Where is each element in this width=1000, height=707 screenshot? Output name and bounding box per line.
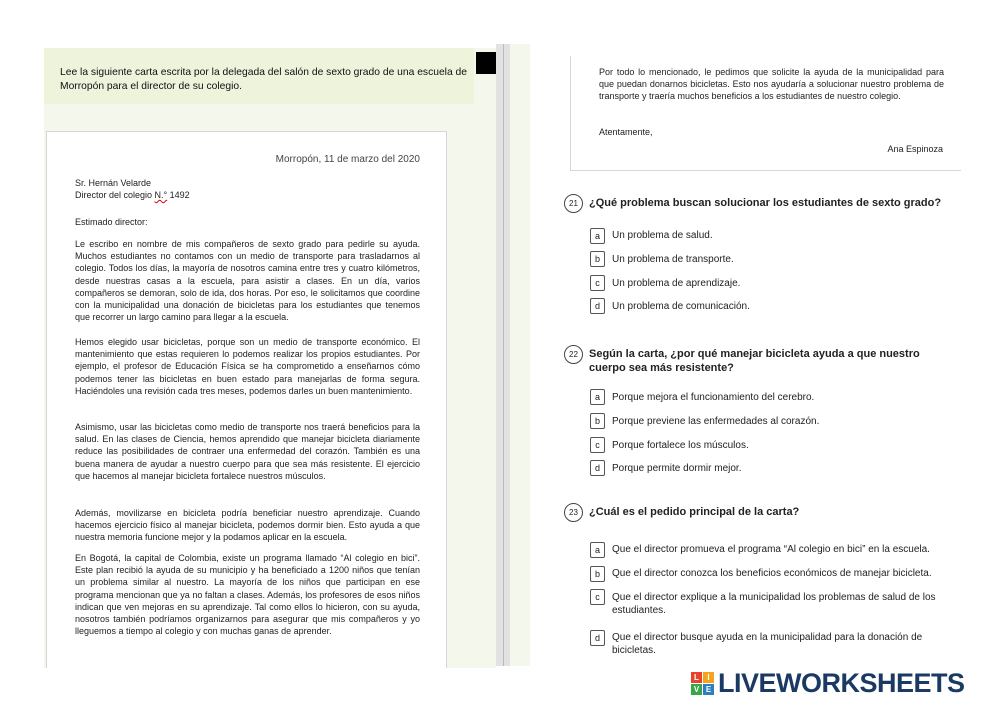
letter-continuation xyxy=(570,56,961,171)
question-22-text: Según la carta, ¿por qué manejar bicicleta ayuda a que nuestro cuerpo sea más resistente? xyxy=(589,348,920,374)
option-22-d[interactable]: d xyxy=(590,460,605,476)
option-23-c[interactable]: c xyxy=(590,589,605,605)
gutter-line xyxy=(503,44,504,666)
option-22-c-text: Porque fortalece los músculos. xyxy=(612,440,749,451)
question-21-text: ¿Qué problema buscan solucionar los estudiantes de sexto grado? xyxy=(589,197,942,209)
logo-letter-l: L xyxy=(691,672,702,683)
option-23-b[interactable]: b xyxy=(590,566,605,582)
logo-letter-i: I xyxy=(703,672,714,683)
option-21-b-text: Un problema de transporte. xyxy=(612,254,734,265)
letter-closing-paragraph: Por todo lo mencionado, le pedimos que solicite la ayuda de la municipalidad para que puedan donarnos bicicletas. Esto nos ayudaría a solucionar nuestro problema de transporte y traería muchos beneficios a los estudiantes de nuestro colegio. xyxy=(599,67,944,102)
letter-paragraph-3: Asimismo, usar las bicicletas como medio de transporte nos traerá beneficios para la salud. En las clases de Ciencia, hemos aprendido que manejar bicicleta diariamente reduce las posibilidades de contraer una enfermedad del corazón. También es una buena manera de ayudar a nuestro cuerpo para que sea más resistente. El ejercicio que hacemos al manejar bicicleta fortalece nuestros músculos. xyxy=(75,422,420,481)
option-22-a-text: Porque mejora el funcionamiento del cerebro. xyxy=(612,392,815,403)
instructions-box xyxy=(44,48,474,104)
liveworksheets-logo-text: LIVEWORKSHEETS xyxy=(718,667,965,698)
option-21-a-text: Un problema de salud. xyxy=(612,230,713,241)
recipient-title: Director del colegio N.° 1492 xyxy=(75,190,190,201)
option-23-d[interactable]: d xyxy=(590,630,605,646)
letter-paragraph-5: En Bogotá, la capital de Colombia, existe un programa llamado “Al colegio en bici”. Este plan recibió la ayuda de su municipio y ha beneficiado a 1200 niños que tenían un problema similar al nuestro. La mayoría de los niños que participan en ese programa mencionan que ya no faltan a clases. Además, los profesores de esos niños indican que ven mejoras en su aprendizaje. Tal como ellos lo hicieron, con su ayuda, nosotros también podríamos organizarnos para asegurar que mis compañeros y yo lleguemos a tiempo al colegio y con muchas ganas de aprender. xyxy=(75,553,420,637)
option-22-b[interactable]: b xyxy=(590,413,605,429)
option-21-d[interactable]: d xyxy=(590,298,605,314)
letter-farewell: Atentamente, xyxy=(599,127,653,137)
option-22-a[interactable]: a xyxy=(590,389,605,405)
letter-paragraph-4: Además, movilizarse en bicicleta podría beneficiar nuestro aprendizaje. Cuando hacemos ejercicio físico al manejar bicicleta, podemos dormir bien. Esto ayuda a que nuestra memoria funcione mejor y la podamos aplicar en la escuela. xyxy=(75,508,420,543)
question-number-23: 23 xyxy=(564,503,583,522)
option-23-b-text: Que el director conozca los beneficios económicos de manejar bicicleta. xyxy=(612,568,932,579)
option-23-a[interactable]: a xyxy=(590,542,605,558)
option-22-d-text: Porque permite dormir mejor. xyxy=(612,463,742,474)
letter-paragraph-2: Hemos elegido usar bicicletas, porque son un medio de transporte económico. El mantenimiento que estas requieren lo podemos realizar los propios estudiantes. Por ejemplo, el profesor de Educación Física se ha comprometido a enseñarnos cómo podemos tener las bicicletas en buen estado para manejarlas de forma segura. Haciéndoles una revisión cada tres meses, podemos darles un buen mantenimiento. xyxy=(75,337,420,396)
letter-paragraph-1: Le escribo en nombre de mis compañeros de sexto grado para pedirle su ayuda. Muchos estudiantes no contamos con un medio de transporte para trasladarnos al colegio. Todos los días, la mayoría de nosotros camina entre tres y cuatro kilómetros, desde nuestras casas a la escuela, para asistir a clases. En un día, varios compañeros se demoran, solo de ida, dos horas. Por eso, le solicitamos que coordine con la municipalidad una donación de bicicletas para los estudiantes que tenemos que recorrer un largo camino para llegar a la escuela. xyxy=(75,239,420,323)
option-22-b-text: Porque previene las enfermedades al corazón. xyxy=(612,416,820,427)
option-21-c-text: Un problema de aprendizaje. xyxy=(612,278,741,289)
black-marker xyxy=(476,52,496,74)
logo-letter-e: E xyxy=(703,684,714,695)
question-23-text: ¿Cuál es el pedido principal de la carta? xyxy=(589,506,800,518)
liveworksheets-logo xyxy=(691,668,965,698)
option-23-a-text: Que el director promueva el programa “Al colegio en bici” en la escuela. xyxy=(612,544,930,555)
option-23-d-text: Que el director busque ayuda en la municipalidad para la donación de bicicletas. xyxy=(612,632,923,656)
letter-recipient xyxy=(75,177,420,201)
letter-card xyxy=(46,131,447,668)
instructions-text: Lee la siguiente carta escrita por la delegada del salón de sexto grado de una escuela de Morropón para el director de su colegio. xyxy=(60,67,468,92)
option-21-b[interactable]: b xyxy=(590,251,605,267)
question-number-22: 22 xyxy=(564,345,583,364)
liveworksheets-logo-icon xyxy=(691,672,714,695)
option-21-c[interactable]: c xyxy=(590,275,605,291)
letter-signature: Ana Espinoza xyxy=(887,144,943,154)
option-23-c-text: Que el director explique a la municipalidad los problemas de salud de los estudiantes. xyxy=(612,592,936,616)
option-22-c[interactable]: c xyxy=(590,437,605,453)
logo-letter-v: V xyxy=(691,684,702,695)
letter-date: Morropón, 11 de marzo del 2020 xyxy=(275,154,420,165)
recipient-name: Sr. Hernán Velarde xyxy=(75,178,152,188)
question-number-21: 21 xyxy=(564,194,583,213)
option-21-a[interactable]: a xyxy=(590,228,605,244)
letter-greeting: Estimado director: xyxy=(75,217,148,227)
page-gutter-right xyxy=(510,44,530,666)
option-21-d-text: Un problema de comunicación. xyxy=(612,301,750,312)
